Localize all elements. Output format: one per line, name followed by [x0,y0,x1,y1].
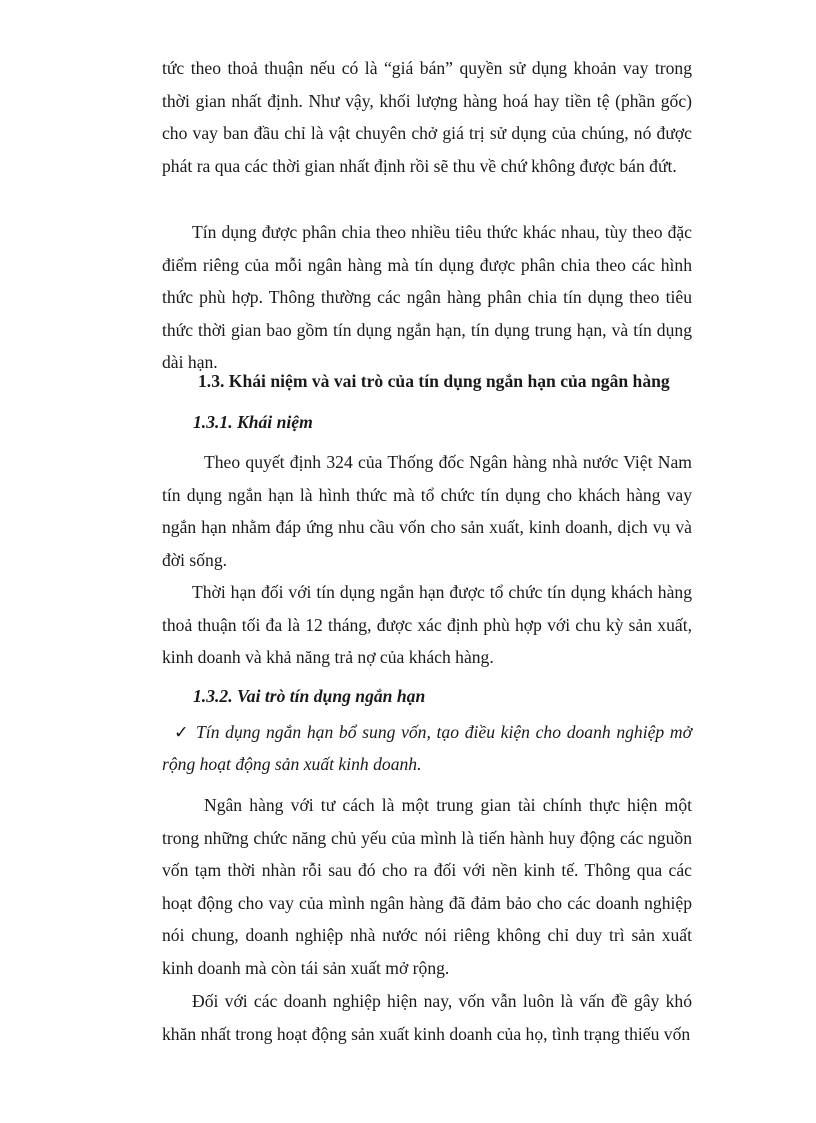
paragraph-definition: Theo quyết định 324 của Thống đốc Ngân hàng nhà nước Việt Nam tín dụng ngắn hạn là hình thức mà tổ chức tín dụng cho khách hàng vay ngắn hạn nhằm đáp ứng nhu cầu vốn cho sản xuất, kinh doanh, dịch vụ và đời sống. [162,452,692,570]
subsection-concept-heading: 1.3.1. Khái niệm [193,412,313,432]
paragraph-term: Thời hạn đối với tín dụng ngắn hạn được tổ chức tín dụng khách hàng thoả thuận tối đa là 12 tháng, được xác định phù hợp với chu kỳ sản xuất, kinh doanh và khả năng trả nợ của khách hàng. [162,582,692,668]
paragraph-intro: tức theo thoả thuận nếu có là “giá bán” quyền sử dụng khoản vay trong thời gian nhất định. Như vậy, khối lượng hàng hoá hay tiền tệ (phần gốc) cho vay ban đầu chỉ là vật chuyên chở giá trị sử dụng của chúng, nó được phát ra qua các thời gian nhất định rồi sẽ thu về chứ không được bán đứt. [162,58,692,176]
paragraph-enterprises: Đối với các doanh nghiệp hiện nay, vốn vẫn luôn là vấn đề gây khó khăn nhất trong hoạt động sản xuất kinh doanh của họ, tình trạng thiếu vốn [162,991,692,1044]
section-heading: 1.3. Khái niệm và vai trò của tín dụng ngắn hạn của ngân hàng [198,371,670,391]
paragraph-classification: Tín dụng được phân chia theo nhiều tiêu thức khác nhau, tùy theo đặc điểm riêng của mỗi ngân hàng mà tín dụng được phân chia theo các hình thức phù hợp. Thông thường các ngân hàng phân chia tín dụng theo tiêu thức thời gian bao gồm tín dụng ngắn hạn, tín dụng trung hạn, và tín dụng dài hạn. [162,222,692,373]
checkmark-icon: ✓ [174,722,191,742]
subsection-role-heading: 1.3.2. Vai trò tín dụng ngắn hạn [193,686,426,706]
check-item-text: Tín dụng ngắn hạn bổ sung vốn, tạo điều kiện cho doanh nghiệp mở rộng hoạt động sản xuất kinh doanh. [162,722,692,774]
paragraph-bank-role: Ngân hàng với tư cách là một trung gian tài chính thực hiện một trong những chức năng chủ yếu của mình là tiến hành huy động các nguồn vốn tạm thời nhàn rỗi sau đó cho ra đối với nền kinh tế. Thông qua các hoạt động cho vay của mình ngân hàng đã đảm bảo cho các doanh nghiệp nói chung, doanh nghiệp nhà nước nói riêng không chỉ duy trì sản xuất kinh doanh mà còn tái sản xuất mở rộng. [162,795,692,978]
check-list-item [162,717,692,780]
